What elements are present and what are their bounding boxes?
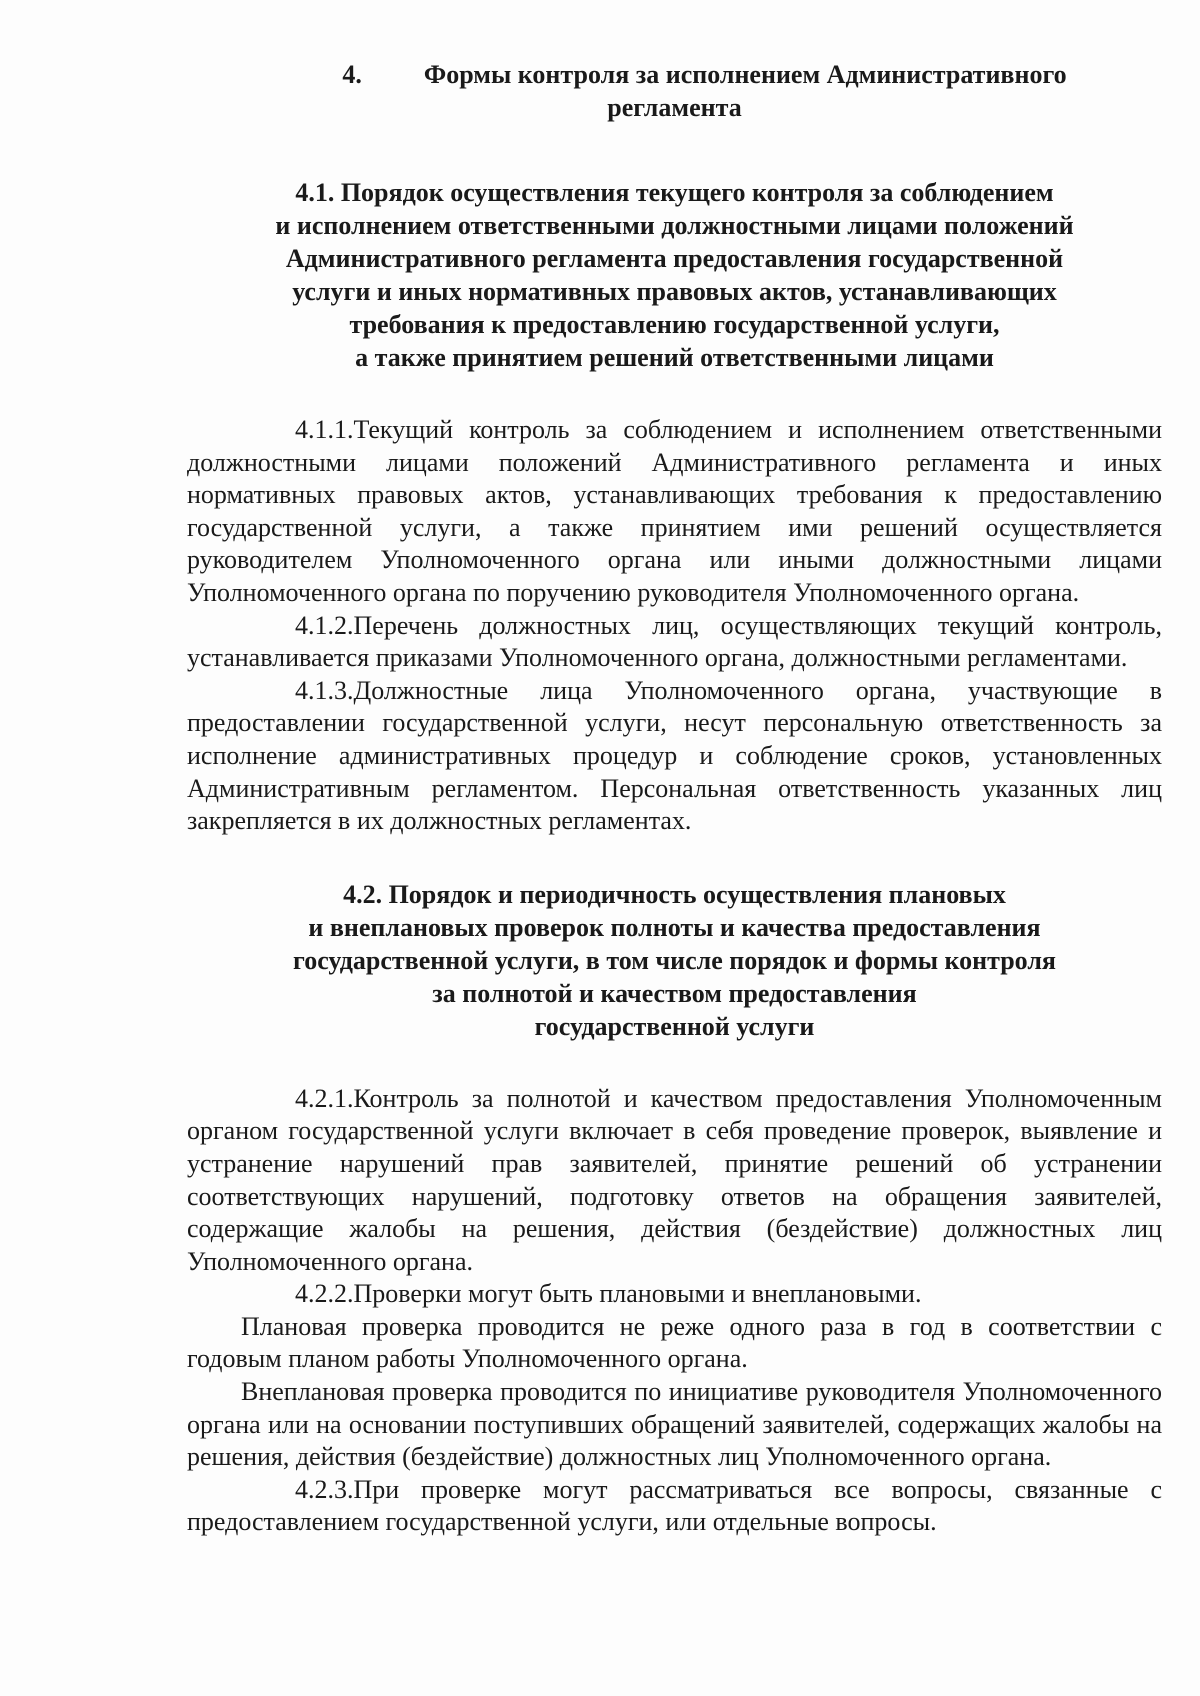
spacer [187,1043,1162,1083]
section-title-line: и исполнением ответственными должностными лицами положений [275,211,1074,240]
paragraph-number: 4.1.2. [295,610,354,640]
section-title-line: требования к предоставлению государственной услуги, [349,310,1000,339]
section-4-2-title [187,878,1162,1043]
chapter-title-line2: регламента [607,93,742,122]
chapter-title-continued [187,91,1162,124]
paragraph-4-1-3 [187,675,1162,838]
paragraph-4-1-1 [187,414,1162,610]
paragraph-number: 4.1.3. [295,675,354,705]
paragraph-text: Текущий контроль за соблюдением и исполнением ответственными должностными лицами положений Административного регламента и иных нормативных правовых актов, устанавливающих требования к предоставлению государственной услуги, а также принятием ими решений осуществляется руководителем Уполномоченного органа или иными должностными лицами Уполномоченного органа по поручению руководителя Уполномоченного органа. [187,415,1162,607]
paragraph-text: Контроль за полнотой и качеством предоставления Уполномоченным органом государственной услуги включает в себя проведение проверок, выявление и устранение нарушений прав заявителей, принятие решений об устранении соответствующих нарушений, подготовку ответов на обращения заявителей, содержащие жалобы на решения, действия (бездействие) должностных лиц Уполномоченного органа. [187,1083,1162,1276]
section-title-line: 4.2. Порядок и периодичность осуществления плановых [343,879,1006,909]
section-title-line: за полнотой и качеством предоставления [432,978,917,1008]
paragraph-text: Плановая проверка проводится не реже одного раза в год в соответствии с годовым планом работы Уполномоченного органа. [187,1311,1162,1374]
chapter-title-line1: Формы контроля за исполнением Административного [423,60,1067,89]
paragraph-text: Перечень должностных лиц, осуществляющих текущий контроль, устанавливается приказами Уполномоченного органа, должностными регламентами. [187,610,1162,673]
paragraph-text: Внеплановая проверка проводится по инициативе руководителя Уполномоченного органа или на основании поступивших обращений заявителей, содержащих жалобы на решения, действия (бездействие) должностных лиц Уполномоченного органа. [187,1377,1162,1472]
section-title-line: услуги и иных нормативных правовых актов, устанавливающих [292,277,1057,306]
paragraph-text: Проверки могут быть плановыми и внеплановыми. [353,1279,922,1309]
section-title-line: 4.1. Порядок осуществления текущего контроля за соблюдением [295,178,1054,207]
section-title-line: и внеплановых проверок полноты и качества предоставления [308,912,1041,942]
paragraph-unplanned-check [187,1376,1162,1474]
section-title-line: Административного регламента предоставления государственной [285,244,1064,273]
section-title-line: государственной услуги, в том числе порядок и формы контроля [293,945,1056,975]
chapter-title [187,58,1162,91]
spacer [187,374,1162,414]
paragraph-4-2-1 [187,1083,1162,1279]
section-4-1-title [187,176,1162,374]
paragraph-number: 4.2.1. [295,1083,354,1113]
section-title-line: а также принятием решений ответственными лицами [355,343,994,372]
paragraph-number: 4.2.2. [295,1279,354,1309]
paragraph-4-2-3 [187,1474,1162,1539]
spacer [187,124,1162,176]
paragraph-planned-check [187,1311,1162,1376]
paragraph-4-2-2 [187,1278,1162,1311]
section-title-line: государственной услуги [534,1011,815,1041]
paragraph-4-1-2 [187,610,1162,675]
paragraph-number: 4.1.1. [295,415,354,444]
spacer [187,838,1162,878]
chapter-number: 4. [342,60,362,89]
paragraph-text: При проверке могут рассматриваться все вопросы, связанные с предоставлением государственной услуги, или отдельные вопросы. [187,1474,1162,1537]
document-body [187,58,1162,1539]
paragraph-text: Должностные лица Уполномоченного органа, участвующие в предоставлении государственной услуги, несут персональную ответственность за исполнение административных процедур и соблюдение сроков, установленных Административным регламентом. Персональная ответственность указанных лиц закрепляется в их должностных регламентах. [187,675,1162,836]
paragraph-number: 4.2.3. [295,1474,354,1504]
